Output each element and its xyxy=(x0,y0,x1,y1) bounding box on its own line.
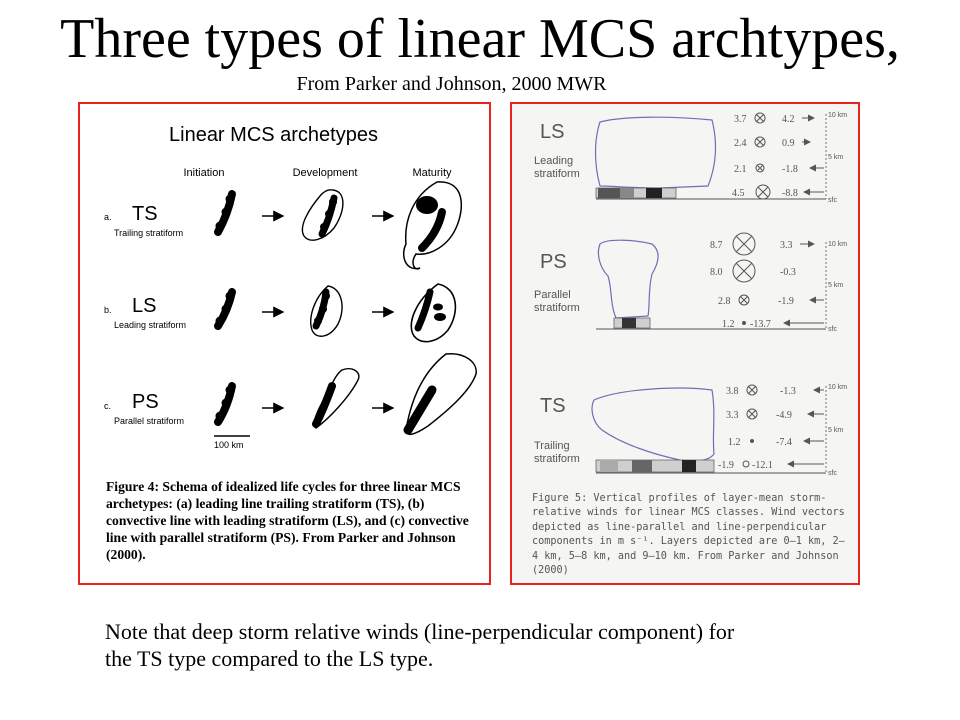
profile-ts-code: TS xyxy=(540,395,566,417)
row-letter-a: a. xyxy=(104,212,112,222)
ps-height-10: 10 km xyxy=(828,241,848,248)
ts-development xyxy=(302,190,343,240)
ps-par-3: 2.8 xyxy=(718,296,731,307)
profile-ls-code: LS xyxy=(540,121,565,143)
stage-maturity: Maturity xyxy=(412,167,452,179)
slide-subtitle: From Parker and Johnson, 2000 MWR xyxy=(296,73,607,95)
ps-par-4: 1.2 xyxy=(722,319,735,330)
scale-label: 100 km xyxy=(214,440,244,450)
row-code-ps: PS xyxy=(132,391,159,413)
ls-perp-1: 4.2 xyxy=(782,114,795,125)
ps-perp-2: -0.3 xyxy=(780,267,796,278)
ls-height-sfc: sfc xyxy=(828,197,837,204)
ps-perp-1: 3.3 xyxy=(780,240,793,251)
ts-height-10: 10 km xyxy=(828,384,848,391)
ls-perp-3: -1.8 xyxy=(782,164,798,175)
ts-perp-2: -4.9 xyxy=(776,410,792,421)
row-letter-b: b. xyxy=(104,305,112,315)
ls-cloud-outline xyxy=(596,117,716,188)
ls-par-3: 2.1 xyxy=(734,164,747,175)
ps-cloud-outline xyxy=(598,240,658,318)
ts-par-2: 3.3 xyxy=(726,410,739,421)
ps-perp-4: -13.7 xyxy=(750,319,771,330)
slide-note: Note that deep storm relative winds (line-perpendicular component) for the TS type compared to the LS type. xyxy=(105,619,735,671)
ts-par-3: 1.2 xyxy=(728,437,741,448)
ps-height-sfc: sfc xyxy=(828,326,837,333)
stage-development: Development xyxy=(292,167,358,179)
ts-height-sfc: sfc xyxy=(828,470,837,477)
ps-height-5: 5 km xyxy=(828,282,844,289)
row-name-ls: Leading stratiform xyxy=(114,320,187,330)
ls-par-2: 2.4 xyxy=(734,138,747,149)
profile-ps xyxy=(534,233,847,333)
profile-ts-name-2: stratiform xyxy=(534,453,580,465)
row-letter-c: c. xyxy=(104,401,112,411)
ls-par-4: 4.5 xyxy=(732,188,745,199)
stage-initiation: Initiation xyxy=(183,167,225,179)
ps-par-2: 8.0 xyxy=(710,267,723,278)
ts-par-1: 3.8 xyxy=(726,386,739,397)
profile-ps-code: PS xyxy=(540,251,567,273)
profile-ls-name-1: Leading xyxy=(534,155,574,167)
ps-development xyxy=(314,369,358,428)
figure-4-caption: Figure 4: Schema of idealized life cycles for three linear MCS archetypes: (a) leading line trailing stratiform (TS), (b) convective line with leading stratiform (LS), and (c) convective line with parallel stratiform (PS). From Parker and Johnson (2000). xyxy=(106,479,469,562)
ts-initiation-cells xyxy=(216,194,235,232)
profile-ls-name-2: stratiform xyxy=(534,168,580,180)
row-name-ts: Trailing stratiform xyxy=(114,228,184,238)
figure-5-panel xyxy=(510,102,860,585)
ls-height-10: 10 km xyxy=(828,112,848,119)
figure-4-heading: Linear MCS archetypes xyxy=(169,124,378,146)
row-name-ps: Parallel stratiform xyxy=(114,416,185,426)
profile-ts xyxy=(534,384,847,477)
profile-ts-name-1: Trailing xyxy=(534,440,570,452)
ps-maturity xyxy=(406,354,476,435)
ps-initiation-cells xyxy=(216,386,235,423)
ls-development xyxy=(311,286,342,336)
ts-perp-1: -1.3 xyxy=(780,386,796,397)
ps-perp-3: -1.9 xyxy=(778,296,794,307)
ts-perp-4: -12.1 xyxy=(752,460,773,471)
ps-par-1: 8.7 xyxy=(710,240,723,251)
figure-5-caption: Figure 5: Vertical profiles of layer-mean storm-relative winds for linear MCS classes. Wind vectors depicted as line-parallel and line-perpendicular components in m s⁻¹. Layers depicted are 0–1 km, 2–4 km, 5–8 km, and 9–10 km. From Parker and Johnson (2000) xyxy=(532,493,845,577)
ls-par-1: 3.7 xyxy=(734,114,747,125)
ts-perp-3: -7.4 xyxy=(776,437,792,448)
profile-ls xyxy=(534,112,847,204)
ts-cloud-outline xyxy=(592,388,714,461)
ts-height-5: 5 km xyxy=(828,427,844,434)
ls-perp-2: 0.9 xyxy=(782,138,795,149)
ls-initiation-cells xyxy=(216,292,235,327)
row-code-ts: TS xyxy=(132,203,158,225)
ls-height-5: 5 km xyxy=(828,154,844,161)
row-code-ls: LS xyxy=(132,295,157,317)
figure-4-panel xyxy=(78,102,491,585)
profile-ps-name-1: Parallel xyxy=(534,289,571,301)
profile-ps-name-2: stratiform xyxy=(534,302,580,314)
ls-perp-4: -8.8 xyxy=(782,188,798,199)
ts-maturity xyxy=(404,182,462,269)
ls-maturity xyxy=(411,284,455,342)
ts-par-4: -1.9 xyxy=(718,460,734,471)
slide-title: Three types of linear MCS archtypes, xyxy=(60,8,900,70)
